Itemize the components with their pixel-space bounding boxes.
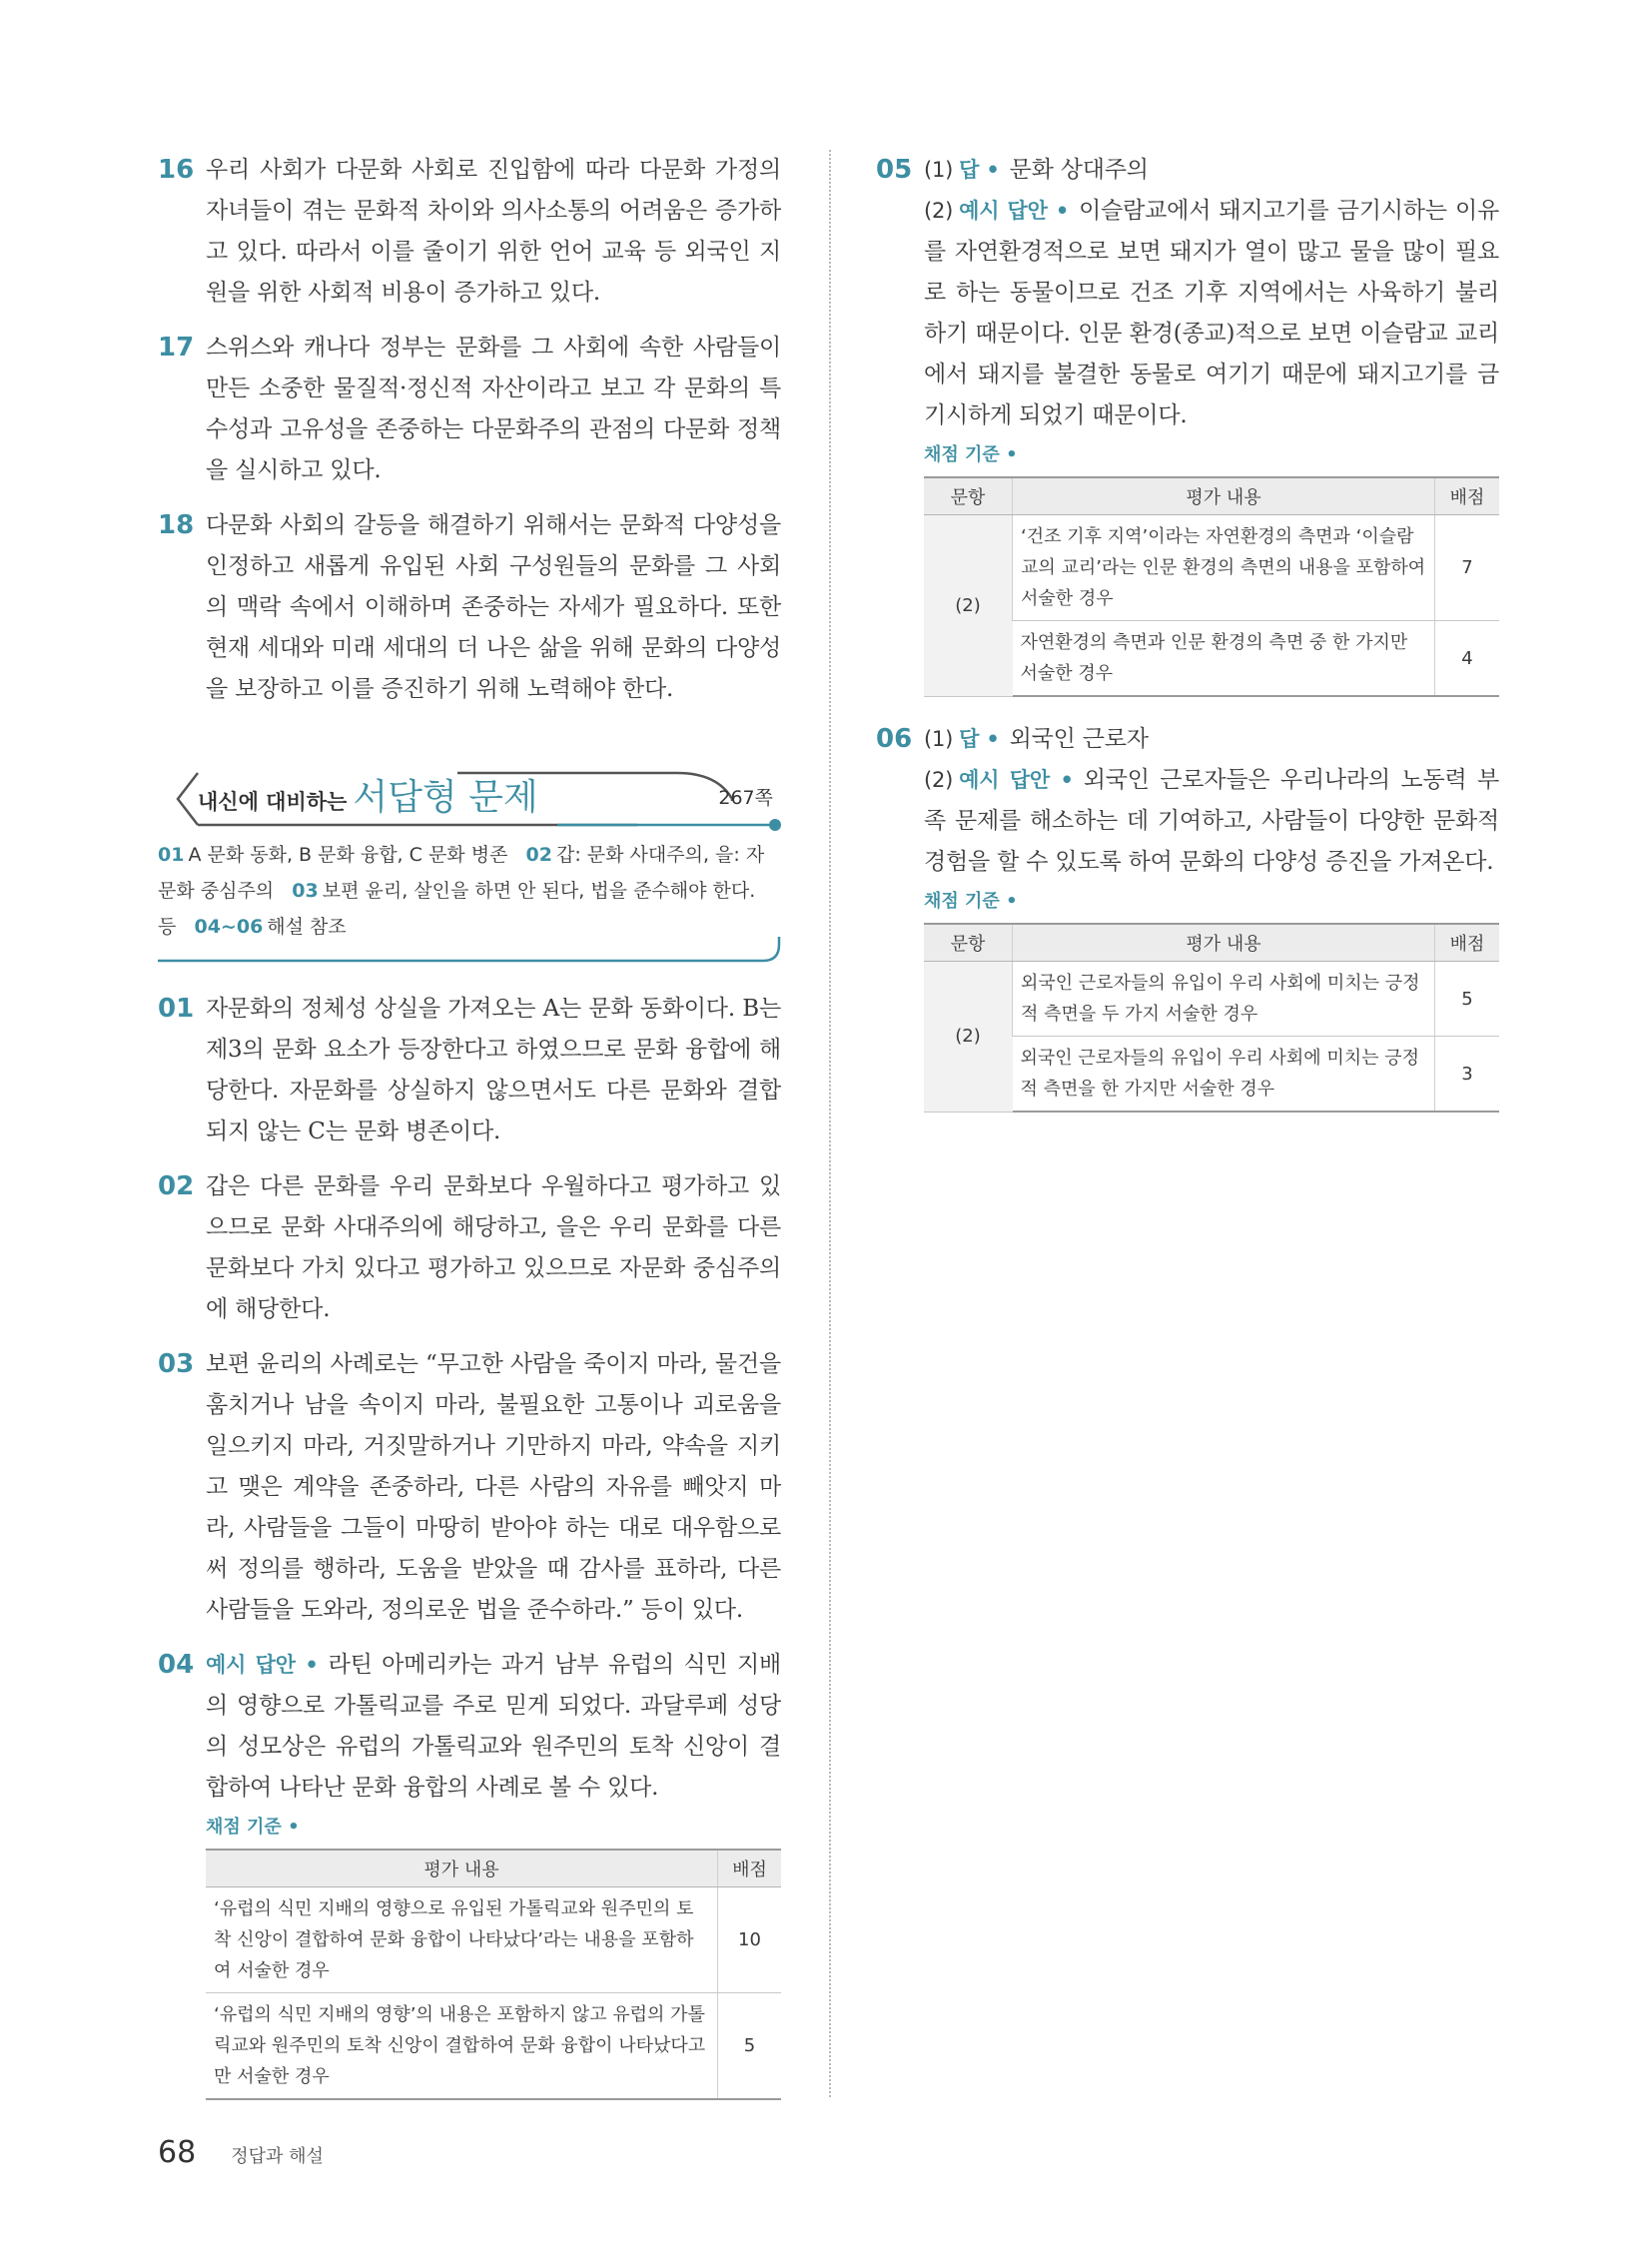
answer-item: 01 A 문화 동화, B 문화 융합, C 문화 병존 [158,844,508,866]
question-number: 01 [158,994,195,1024]
scoring-criteria-label: 채점 기준 • [924,891,1018,912]
page-number: 68 [158,2135,197,2170]
table-header-score: 배점 [1435,477,1500,515]
right-column [876,150,1499,1126]
left-column [158,150,781,724]
answer-part-2: (2) 예시 답안 • 외국인 근로자들은 우리나라의 노동력 부족 문제를 해소하는 데 기여하고, 사람들이 다양한 문화적 경험을 할 수 있도록 하여 문화의 다양성 증진을 가져온다. [924,767,1499,875]
table-cell-item: (2) [924,515,1013,697]
table-cell-score: 5 [718,1993,782,2100]
question-number: 02 [158,1171,195,1201]
answer-item: 03 보편 윤리, 살인을 하면 안 된다, 법을 준수해야 한다. 등 [158,880,756,938]
table-row [924,962,1499,1037]
answer-01 [158,989,781,1152]
question-number: 05 [876,155,913,185]
table-cell-score: 4 [1435,621,1500,697]
section-box [158,761,781,971]
answer-text: 우리 사회가 다문화 사회로 진입함에 따라 다문화 가정의 자녀들이 겪는 문화적 차이와 의사소통의 어려움은 증가하고 있다. 따라서 이를 줄이기 위한 언어 교육 등 외국인 지원을 위한 사회적 비용이 증가하고 있다. [206,157,781,306]
table-cell-content: 자연환경의 측면과 인문 환경의 측면 중 한 가지만 서술한 경우 [1013,621,1435,697]
scoring-table [206,1849,781,2100]
answer-text: 보편 윤리의 사례로는 “무고한 사람을 죽이지 마라, 물건을 훔치거나 남을 속이지 마라, 불필요한 고통이나 괴로움을 일으키지 마라, 거짓말하거나 기만하지 마라, 약속을 지키고 맺은 계약을 존중하라, 다른 사람의 자유를 빼앗지 마라, 사람들을 그들이 마땅히 받아야 하는 대로 대우함으로써 정의를 행하라, 도움을 받았을 때 감사를 표하라, 다른 사람들을 도와라, 정의로운 법을 준수하라.” 등이 있다. [206,1351,781,1623]
table-header-content: 평가 내용 [206,1850,718,1887]
section-title [198,769,538,820]
table-header-row [924,924,1499,962]
left-column-lower [158,989,781,2114]
question-number: 17 [158,333,195,363]
question-number: 03 [158,1349,195,1379]
answer-05 [876,150,1499,697]
table-cell-score: 7 [1435,515,1500,621]
table-cell-content: ‘건조 기후 지역’이라는 자연환경의 측면과 ‘이슬람교의 교리’라는 인문 환경의 측면의 내용을 포함하여 서술한 경우 [1013,515,1435,621]
table-row [924,515,1499,621]
scoring-criteria-label: 채점 기준 • [206,1817,300,1838]
question-number: 18 [158,510,195,540]
table-header-content: 평가 내용 [1013,477,1435,515]
table-row [206,1993,781,2100]
table-header-row [206,1850,781,1887]
question-18 [158,505,781,710]
section-answers [158,837,781,945]
section-title-main: 서답형 문제 [353,777,538,818]
column-divider [829,150,831,2097]
question-17 [158,328,781,491]
answer-item: 02 갑: 문화 사대주의, 을: 자문화 중심주의 [158,844,765,902]
table-row [206,1887,781,1993]
answer-02 [158,1166,781,1330]
table-cell-content: 외국인 근로자들의 유입이 우리 사회에 미치는 긍정적 측면을 두 가지 서술한 경우 [1013,962,1435,1037]
question-number: 16 [158,155,195,185]
answer-text: 예시 답안 • 라틴 아메리카는 과거 남부 유럽의 식민 지배의 영향으로 가톨릭교를 주로 믿게 되었다. 과달루페 성당의 성모상은 유럽의 가톨릭교와 원주민의 토착 신앙이 결합하여 나타난 문화 융합의 사례로 볼 수 있다. [206,1652,781,1801]
table-header-item: 문항 [924,924,1013,962]
table-header-row [924,477,1499,515]
answer-text: 스위스와 캐나다 정부는 문화를 그 사회에 속한 사람들이 만든 소중한 물질적·정신적 자산이라고 보고 각 문화의 특수성과 고유성을 존중하는 다문화주의 관점의 다문화 정책을 실시하고 있다. [206,335,781,483]
scoring-criteria-label: 채점 기준 • [924,444,1018,465]
answer-03 [158,1344,781,1631]
answer-item: 04~06 해설 참조 [194,916,347,938]
table-cell-content: ‘유럽의 식민 지배의 영향으로 유입된 가톨릭교와 원주민의 토착 신앙이 결합하여 문화 융합이 나타났다’라는 내용을 포함하여 서술한 경우 [206,1887,718,1993]
answer-part-1: (1) 답 • 외국인 근로자 [924,726,1149,752]
answer-tag: 답 • [959,727,1000,751]
table-header-score: 배점 [718,1850,782,1887]
scoring-table [924,476,1499,697]
table-cell-score: 5 [1435,962,1500,1037]
scoring-table [924,923,1499,1113]
table-cell-content: 외국인 근로자들의 유입이 우리 사회에 미치는 긍정적 측면을 한 가지만 서술한 경우 [1013,1037,1435,1113]
page-footer [158,2135,324,2170]
section-title-prefix: 내신에 대비하는 [198,790,348,814]
example-answer-tag: 예시 답안 • [959,768,1074,792]
answer-part-1: (1) 답 • 문화 상대주의 [924,157,1149,183]
table-header-item: 문항 [924,477,1013,515]
section-page-ref: 267쪽 [718,787,773,809]
answer-06 [876,719,1499,1113]
answer-text: 갑은 다른 문화를 우리 문화보다 우월하다고 평가하고 있으므로 문화 사대주의에 해당하고, 을은 우리 문화를 다른 문화보다 가치 있다고 평가하고 있으므로 자문화 중심주의에 해당한다. [206,1173,781,1322]
table-cell-score: 3 [1435,1037,1500,1113]
answer-tag: 답 • [959,158,1000,182]
answer-text: 다문화 사회의 갈등을 해결하기 위해서는 문화적 다양성을 인정하고 새롭게 유입된 사회 구성원들의 문화를 그 사회의 맥락 속에서 이해하며 존중하는 자세가 필요하다. 또한 현재 세대와 미래 세대의 더 나은 삶을 위해 문화의 다양성을 보장하고 이를 증진하기 위해 노력해야 한다. [206,512,781,702]
answer-04 [158,1645,781,2100]
question-16 [158,150,781,314]
example-answer-tag: 예시 답안 • [959,199,1070,223]
table-header-content: 평가 내용 [1013,924,1435,962]
question-number: 06 [876,724,913,754]
answer-part-2: (2) 예시 답안 • 이슬람교에서 돼지고기를 금기시하는 이유를 자연환경적으로 보면 돼지가 열이 많고 물을 많이 필요로 하는 동물이므로 건조 기후 지역에서는 사육하기 불리하기 때문이다. 인문 환경(종교)적으로 보면 이슬람교 교리에서 돼지를 불결한 동물로 여기기 때문에 돼지고기를 금기시하게 되었기 때문이다. [924,198,1499,428]
table-cell-score: 10 [718,1887,782,1993]
footer-label: 정답과 해설 [231,2146,324,2167]
example-answer-tag: 예시 답안 • [206,1653,319,1677]
table-cell-content: ‘유럽의 식민 지배의 영향’의 내용은 포함하지 않고 유럽의 가톨릭교와 원주민의 토착 신앙이 결합하여 문화 융합이 나타났다고만 서술한 경우 [206,1993,718,2100]
table-cell-item: (2) [924,962,1013,1113]
question-number: 04 [158,1650,195,1680]
table-header-score: 배점 [1435,924,1500,962]
answer-text: 자문화의 정체성 상실을 가져오는 A는 문화 동화이다. B는 제3의 문화 요소가 등장한다고 하였으므로 문화 융합에 해당한다. 자문화를 상실하지 않으면서도 다른 문화와 결합되지 않는 C는 문화 병존이다. [206,996,781,1144]
